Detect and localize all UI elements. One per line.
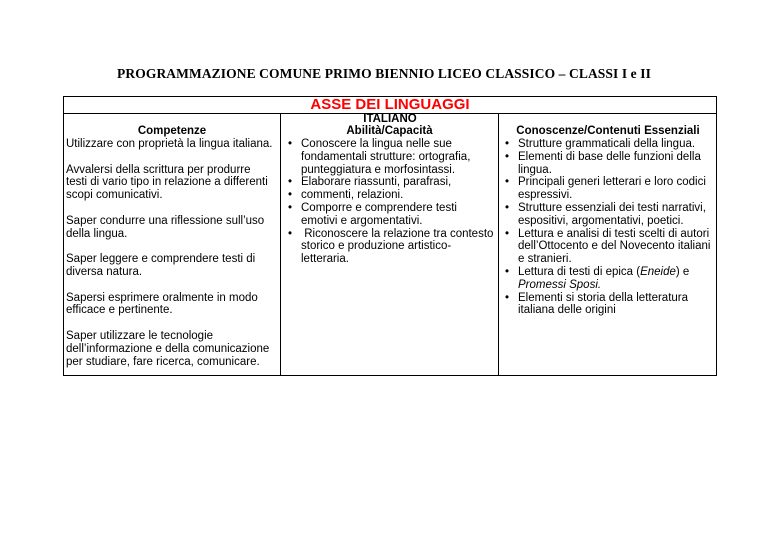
conoscenza-item xyxy=(503,151,714,177)
bullet-icon: • xyxy=(288,176,293,189)
conoscenza-item xyxy=(503,292,714,318)
abilita-item xyxy=(286,189,496,202)
column-divider xyxy=(498,113,499,376)
bullet-icon: • xyxy=(288,189,293,202)
bullet-icon: • xyxy=(505,265,510,278)
conoscenza-text: Strutture essenziali dei testi narrativi, espositivi, argomentativi, poetici. xyxy=(518,201,706,227)
conoscenza-title: Eneide xyxy=(640,265,676,278)
header-conoscenze: Conoscenze/Contenuti Essenziali xyxy=(516,125,700,137)
abilita-text: Conoscere la lingua nelle sue fondamentali strutture: ortografia, punteggiatura e morfosintassi. xyxy=(301,138,471,176)
abilita-text: Elaborare riassunti, parafrasi, xyxy=(301,176,452,189)
bullet-icon: • xyxy=(288,201,293,214)
competenze-column xyxy=(66,138,274,381)
competenza-item: Sapersi esprimere oralmente in modo efficace e pertinente. xyxy=(66,291,258,317)
header-abilita: Abilità/Capacità xyxy=(346,125,433,137)
competenza-item: Utilizzare con proprietà la lingua italiana. xyxy=(66,138,273,150)
bullet-icon: • xyxy=(288,138,293,150)
asse-heading: ASSE DEI LINGUAGGI xyxy=(310,96,470,113)
bullet-icon: • xyxy=(505,176,510,189)
competenza-item: Saper condurre una riflessione sull’uso della lingua. xyxy=(66,214,265,240)
bullet-icon: • xyxy=(505,150,510,163)
conoscenza-text: Lettura di testi di epica ( xyxy=(518,265,641,278)
bullet-icon: • xyxy=(505,201,510,214)
abilita-item xyxy=(286,228,496,266)
abilita-list xyxy=(286,138,496,266)
conoscenza-text: Lettura e analisi di testi scelti di autori dell’Ottocento e del Novecento italiani e stranieri. xyxy=(518,227,711,266)
abilita-item xyxy=(286,202,496,228)
conoscenza-item xyxy=(503,176,714,202)
conoscenza-item xyxy=(503,138,714,151)
competenza-item: Saper utilizzare le tecnologie dell’informazione e della comunicazione per studiare, fare ricerca, comunicare. xyxy=(66,329,270,368)
abilita-column xyxy=(286,138,496,266)
conoscenza-item xyxy=(503,202,714,228)
conoscenza-text: Elementi si storia della letteratura italiana delle origini xyxy=(518,291,689,317)
abilita-text: Comporre e comprendere testi emotivi e argomentativi. xyxy=(301,201,457,227)
conoscenza-item xyxy=(503,266,714,292)
abilita-item xyxy=(286,138,496,176)
subject-heading: ITALIANO xyxy=(363,113,417,125)
conoscenza-text: ) e xyxy=(675,265,690,278)
conoscenza-item xyxy=(503,228,714,266)
bullet-icon: • xyxy=(505,227,510,240)
header-competenze: Competenze xyxy=(137,125,207,137)
conoscenza-text: Elementi di base delle funzioni della lingua. xyxy=(518,150,701,176)
conoscenze-list xyxy=(503,138,714,317)
conoscenza-title: Promessi Sposi. xyxy=(518,278,602,291)
abilita-text: Riconoscere la relazione tra contesto storico e produzione artistico-letteraria. xyxy=(301,227,497,266)
competenza-item: Avvalersi della scrittura per produrre testi di vario tipo in relazione a differenti scopi comunicativi. xyxy=(66,163,268,202)
bullet-icon: • xyxy=(505,291,510,304)
competenza-item: Saper leggere e comprendere testi di diversa natura. xyxy=(66,253,256,278)
document-title: PROGRAMMAZIONE COMUNE PRIMO BIENNIO LICEO CLASSICO – CLASSI I e II xyxy=(117,66,651,81)
bullet-icon: • xyxy=(505,138,510,150)
conoscenza-text: Strutture grammaticali della lingua. xyxy=(518,138,696,150)
bullet-icon: • xyxy=(288,227,293,240)
column-divider xyxy=(280,113,281,376)
abilita-item xyxy=(286,176,496,189)
conoscenze-column xyxy=(503,138,714,317)
abilita-text: commenti, relazioni. xyxy=(301,189,404,202)
conoscenza-text: Principali generi letterari e loro codici espressivi. xyxy=(518,176,706,202)
